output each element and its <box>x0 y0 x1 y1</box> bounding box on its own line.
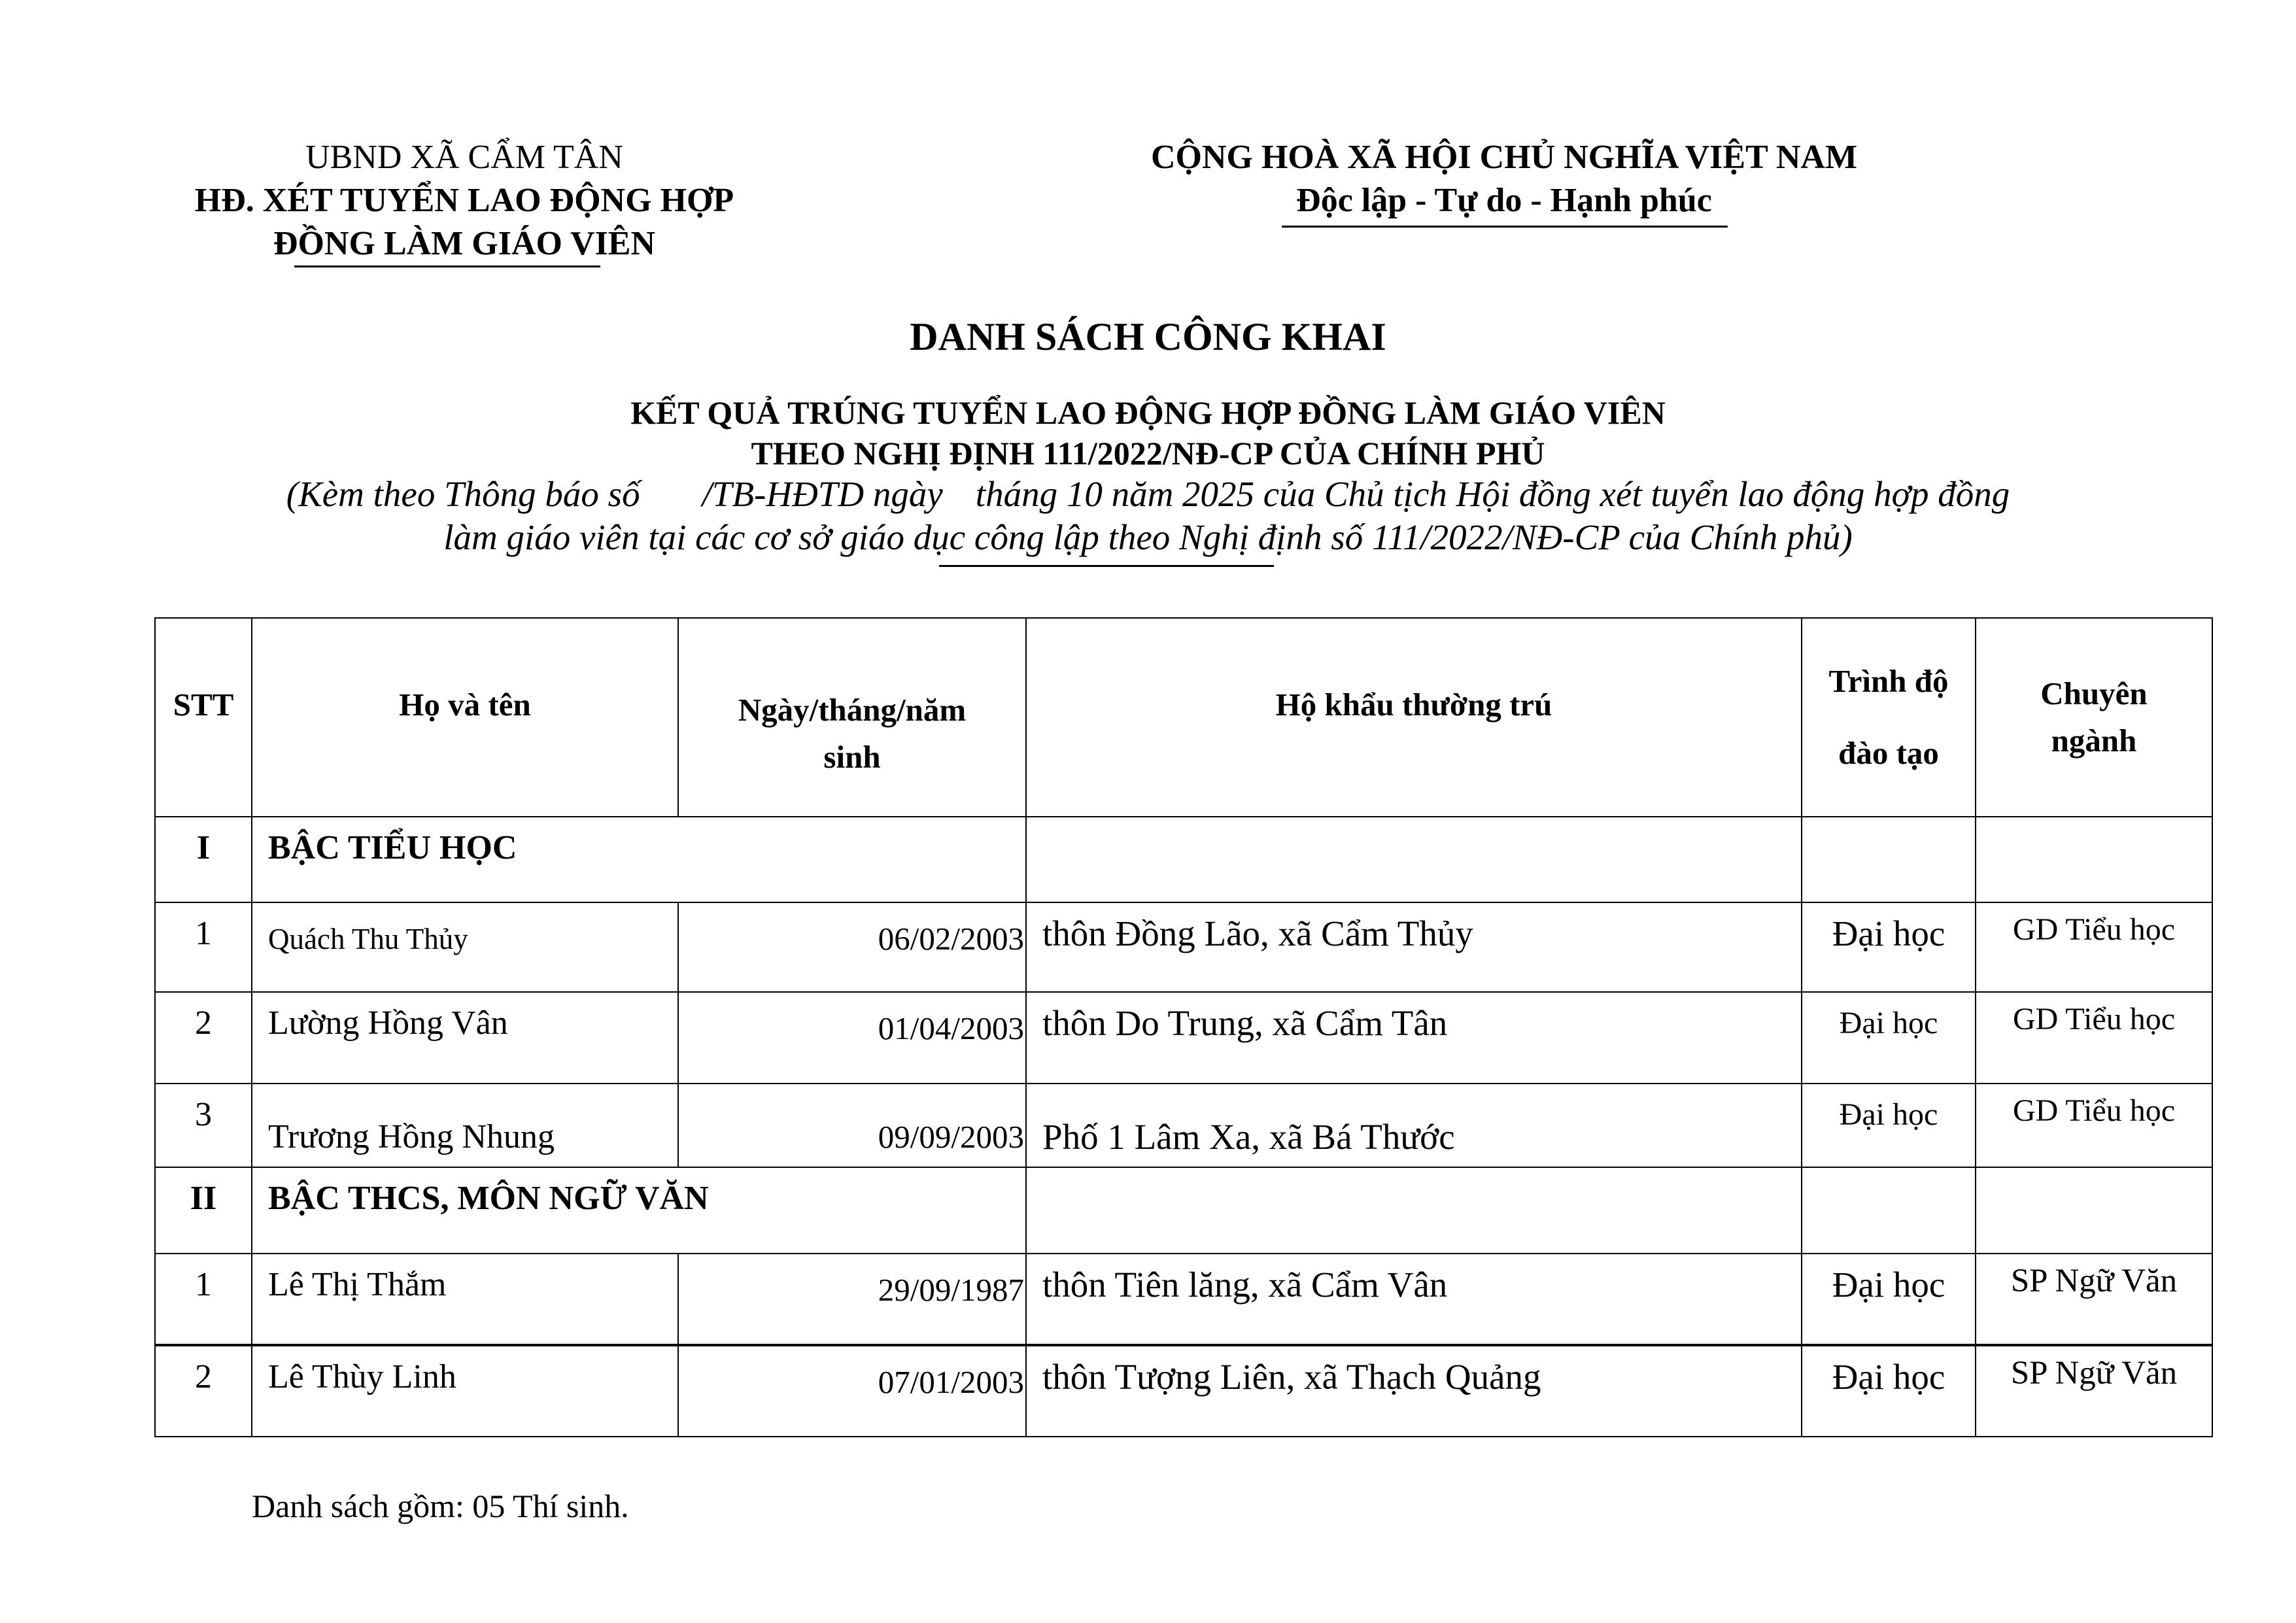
document-subtitle-line1: KẾT QUẢ TRÚNG TUYỂN LAO ĐỘNG HỢP ĐỒNG LÀM GIÁO VIÊN <box>630 394 1666 431</box>
header-name: Họ và tên <box>252 618 678 817</box>
section-row <box>155 1167 2212 1254</box>
row-education: Đại học <box>1802 902 1976 992</box>
reference-note-line1 <box>0 473 2296 515</box>
section-empty-cell <box>1802 1167 1976 1254</box>
row-name: Quách Thu Thủy <box>252 902 678 992</box>
agency-council-line1: HĐ. XÉT TUYỂN LAO ĐỘNG HỢP <box>194 182 734 219</box>
table-row <box>155 992 2212 1084</box>
table-row <box>155 1084 2212 1167</box>
row-dob: 09/09/2003 <box>678 1084 1026 1167</box>
reference-note-part2: /TB-HĐTD ngày <box>702 474 943 514</box>
reference-note-part1: (Kèm theo Thông báo số <box>286 474 640 514</box>
row-education: Đại học <box>1802 992 1976 1084</box>
table-row <box>155 1345 2212 1437</box>
row-name: Lường Hồng Vân <box>252 992 678 1084</box>
row-dob: 06/02/2003 <box>678 902 1026 992</box>
header-stt: STT <box>155 618 252 817</box>
table-row <box>155 902 2212 992</box>
row-stt: 2 <box>155 992 252 1084</box>
row-dob: 07/01/2003 <box>678 1345 1026 1437</box>
table-header-row <box>155 618 2212 817</box>
document-title: DANH SÁCH CÔNG KHAI <box>910 315 1386 358</box>
row-address: thôn Đồng Lão, xã Cẩm Thủy <box>1026 902 1802 992</box>
row-address: thôn Tượng Liên, xã Thạch Quảng <box>1026 1345 1802 1437</box>
row-address: Phố 1 Lâm Xa, xã Bá Thước <box>1026 1084 1802 1167</box>
header-education: Trình độ đào tạo <box>1802 618 1976 817</box>
row-education: Đại học <box>1802 1345 1976 1437</box>
section-number: I <box>155 817 252 902</box>
row-name: Lê Thị Thắm <box>252 1254 678 1345</box>
row-major: GD Tiểu học <box>1976 992 2212 1084</box>
motto-underline <box>1282 226 1728 228</box>
section-empty-cell <box>1026 1167 1802 1254</box>
row-stt: 1 <box>155 902 252 992</box>
national-motto: Độc lập - Tự do - Hạnh phúc <box>1296 182 1712 219</box>
section-empty-cell <box>1802 817 1976 902</box>
table-row <box>155 1254 2212 1345</box>
row-name: Trương Hồng Nhung <box>252 1084 678 1167</box>
row-dob: 01/04/2003 <box>678 992 1026 1084</box>
section-number: II <box>155 1167 252 1254</box>
section-empty-cell <box>1026 817 1802 902</box>
row-name: Lê Thùy Linh <box>252 1345 678 1437</box>
row-education: Đại học <box>1802 1254 1976 1345</box>
national-title: CỘNG HOÀ XÃ HỘI CHỦ NGHĨA VIỆT NAM <box>1150 139 1858 176</box>
national-motto-block <box>1079 136 1929 222</box>
row-major: SP Ngữ Văn <box>1976 1254 2212 1345</box>
section-title: BẬC TIỂU HỌC <box>252 817 1026 902</box>
row-education: Đại học <box>1802 1084 1976 1167</box>
row-stt: 1 <box>155 1254 252 1345</box>
agency-council-line2: ĐỒNG LÀM GIÁO VIÊN <box>273 225 656 262</box>
candidates-table <box>154 617 2213 1437</box>
header-major: Chuyên ngành <box>1976 618 2212 817</box>
row-dob: 29/09/1987 <box>678 1254 1026 1345</box>
document-subtitle-line2: THEO NGHỊ ĐỊNH 111/2022/NĐ-CP CỦA CHÍNH PHỦ <box>751 435 1545 471</box>
candidate-count-note: Danh sách gồm: 05 Thí sinh. <box>252 1488 629 1524</box>
note-underline <box>939 565 1274 567</box>
section-empty-cell <box>1976 817 2212 902</box>
reference-note-part3: tháng 10 năm 2025 của Chủ tịch Hội đồng xét tuyển lao động hợp đồng <box>975 474 2010 514</box>
agency-parent: UBND XÃ CẨM TÂN <box>305 139 623 176</box>
issuing-agency-block <box>150 136 778 265</box>
row-address: thôn Do Trung, xã Cẩm Tân <box>1026 992 1802 1084</box>
row-stt: 3 <box>155 1084 252 1167</box>
row-address: thôn Tiên lăng, xã Cẩm Vân <box>1026 1254 1802 1345</box>
agency-underline <box>294 265 600 267</box>
section-title: BẬC THCS, MÔN NGỮ VĂN <box>252 1167 1026 1254</box>
section-row <box>155 817 2212 902</box>
reference-note-line2: làm giáo viên tại các cơ sở giáo dục công lập theo Nghị định số 111/2022/NĐ-CP của Chính phủ) <box>443 517 1853 557</box>
row-stt: 2 <box>155 1345 252 1437</box>
row-major: GD Tiểu học <box>1976 1084 2212 1167</box>
section-empty-cell <box>1976 1167 2212 1254</box>
row-major: GD Tiểu học <box>1976 902 2212 992</box>
header-address: Hộ khẩu thường trú <box>1026 618 1802 817</box>
header-dob: Ngày/tháng/năm sinh <box>678 618 1026 817</box>
row-major: SP Ngữ Văn <box>1976 1345 2212 1437</box>
